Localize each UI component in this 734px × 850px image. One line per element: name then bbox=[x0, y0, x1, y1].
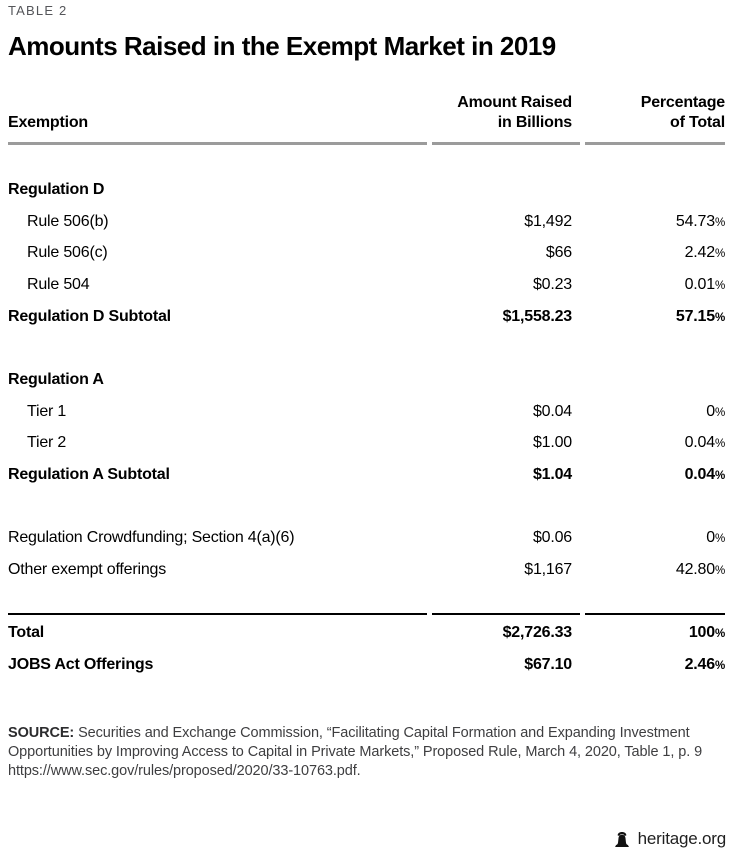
column-header-amount: Amount Raised in Billions bbox=[457, 94, 572, 131]
cell-amount: $67.10 bbox=[524, 656, 572, 674]
section-spacer bbox=[8, 491, 725, 523]
table-body bbox=[8, 145, 725, 681]
source-note bbox=[8, 724, 725, 781]
footer-brand bbox=[613, 829, 726, 849]
liberty-bell-icon bbox=[613, 831, 631, 848]
cell-percent: 0.04% bbox=[684, 434, 725, 452]
cell-percent: 0% bbox=[706, 529, 725, 547]
table-row bbox=[8, 554, 725, 586]
cell-exemption: Rule 506(b) bbox=[27, 212, 109, 230]
source-label: SOURCE: bbox=[8, 725, 75, 741]
header-rule-segment bbox=[432, 142, 580, 145]
cell-exemption: Regulation D bbox=[8, 180, 105, 198]
table-row bbox=[8, 523, 725, 555]
header-rule-segment bbox=[8, 142, 427, 145]
cell-percent: 57.15% bbox=[675, 307, 725, 325]
brand-text: heritage.org bbox=[637, 829, 726, 848]
table-row bbox=[8, 364, 725, 396]
cell-amount: $0.04 bbox=[532, 402, 572, 420]
table-label: TABLE 2 bbox=[8, 3, 68, 18]
table-row bbox=[8, 396, 725, 428]
table-row bbox=[8, 237, 725, 269]
header-rule bbox=[8, 142, 725, 145]
total-rule bbox=[8, 586, 725, 618]
cell-exemption: Regulation D Subtotal bbox=[8, 307, 171, 325]
cell-amount: $1,492 bbox=[524, 212, 572, 230]
cell-exemption: Regulation A Subtotal bbox=[8, 466, 170, 484]
table-row bbox=[8, 459, 725, 491]
cell-percent: 54.73% bbox=[675, 212, 725, 230]
cell-exemption: Rule 506(c) bbox=[27, 244, 108, 262]
cell-amount: $1.00 bbox=[532, 434, 572, 452]
cell-exemption: JOBS Act Offerings bbox=[8, 656, 154, 674]
cell-amount: $2,726.33 bbox=[502, 624, 572, 642]
section-spacer bbox=[8, 332, 725, 364]
cell-exemption: Total bbox=[8, 624, 45, 642]
table-row bbox=[8, 206, 725, 238]
total-rule-segment bbox=[585, 613, 725, 615]
source-text: Securities and Exchange Commission, “Facilitating Capital Formation and Expanding Investment Opportunities by Improving Access to Capital in Private Markets,” Proposed Rule, March 4, 2020, Table 1, p. 9 https://www.sec.gov/rules/proposed/2020/33-10763.pdf. bbox=[8, 725, 703, 779]
column-header-exemption: Exemption bbox=[8, 114, 88, 131]
cell-amount: $1.04 bbox=[532, 466, 572, 484]
table-row bbox=[8, 649, 725, 681]
table-row bbox=[8, 618, 725, 650]
cell-percent: 2.42% bbox=[684, 244, 725, 262]
header-rule-segment bbox=[585, 142, 725, 145]
table-row bbox=[8, 428, 725, 460]
cell-percent: 0% bbox=[706, 402, 725, 420]
page-title: Amounts Raised in the Exempt Market in 2019 bbox=[8, 31, 556, 61]
cell-exemption: Regulation A bbox=[8, 370, 104, 388]
cell-amount: $1,167 bbox=[524, 561, 572, 579]
table-row bbox=[8, 269, 725, 301]
table-row bbox=[8, 174, 725, 206]
table-header bbox=[8, 93, 725, 133]
cell-percent: 42.80% bbox=[675, 561, 725, 579]
cell-exemption: Tier 2 bbox=[27, 434, 67, 452]
column-header-percentage: Percentage of Total bbox=[640, 94, 725, 131]
cell-exemption: Rule 504 bbox=[27, 275, 90, 293]
cell-amount: $1,558.23 bbox=[502, 307, 572, 325]
cell-exemption: Other exempt offerings bbox=[8, 561, 167, 579]
cell-amount: $66 bbox=[545, 244, 572, 262]
cell-percent: 0.01% bbox=[684, 275, 725, 293]
cell-exemption: Regulation Crowdfunding; Section 4(a)(6) bbox=[8, 529, 295, 547]
total-rule-segment bbox=[8, 613, 427, 615]
table-row bbox=[8, 301, 725, 333]
cell-percent: 0.04% bbox=[684, 466, 725, 484]
cell-amount: $0.23 bbox=[532, 275, 572, 293]
cell-exemption: Tier 1 bbox=[27, 402, 67, 420]
cell-percent: 100% bbox=[688, 624, 725, 642]
cell-amount: $0.06 bbox=[532, 529, 572, 547]
total-rule-segment bbox=[432, 613, 580, 615]
cell-percent: 2.46% bbox=[684, 656, 725, 674]
